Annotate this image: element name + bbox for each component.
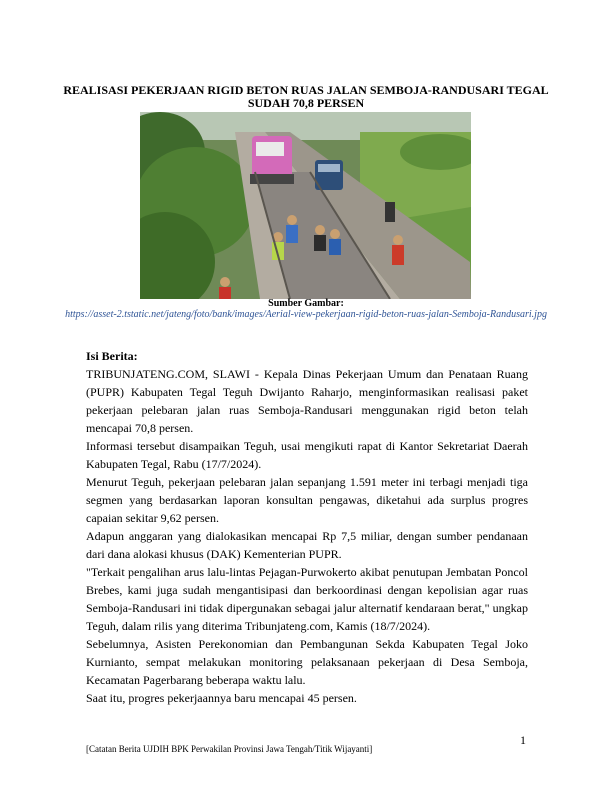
footer-note: [Catatan Berita UJDIH BPK Perwakilan Provinsi Jawa Tengah/Titik Wijayanti]: [86, 744, 373, 754]
news-photo: [140, 112, 471, 299]
document-title: REALISASI PEKERJAAN RIGID BETON RUAS JALAN SEMBOJA-RANDUSARI TEGAL SUDAH 70,8 PERSEN: [63, 83, 549, 110]
paragraph: Sebelumnya, Asisten Perekonomian dan Pembangunan Sekda Kabupaten Tegal Joko Kurnianto, sempat melakukan monitoring pelaksanaan pekerjaan di Desa Semboja, Kecamatan Pagerbarang beberapa waktu lalu.: [86, 637, 528, 687]
paragraph: TRIBUNJATENG.COM, SLAWI - Kepala Dinas Pekerjaan Umum dan Penataan Ruang (PUPR) Kabupaten Tegal Teguh Dwijanto Raharjo, menginformasikan realisasi paket pekerjaan pelebaran jalan ruas Semboja-Randusari menggunakan rigid beton telah mencapai 70,8 persen.: [86, 367, 528, 435]
article-body: [86, 365, 528, 707]
paragraph: Adapun anggaran yang dialokasikan mencapai Rp 7,5 miliar, dengan sumber pendanaan dari dana alokasi khusus (DAK) Kementerian PUPR.: [86, 529, 528, 561]
paragraph: Menurut Teguh, pekerjaan pelebaran jalan sepanjang 1.591 meter ini terbagi menjadi tiga segmen yang berdasarkan laporan konsultan pengawas, diketahui ada surplus progres capaian sekitar 9,62 persen.: [86, 475, 528, 525]
image-source-label: Sumber Gambar:: [268, 298, 344, 309]
page-number: 1: [520, 733, 526, 747]
paragraph: Saat itu, progres pekerjaannya baru mencapai 45 persen.: [86, 691, 357, 705]
isi-berita-label: Isi Berita:: [86, 349, 138, 363]
paragraph: "Terkait pengalihan arus lalu-lintas Pejagan-Purwokerto akibat penutupan Jembatan Poncol Brebes, kami juga sudah mengantisipasi dan berkoordinasi dengan kepolisian agar ruas Semboja-Randusari ini tidak dipergunakan sebagai jalur alternatif kendaraan berat," ungkap Teguh, dalam rilis yang diterima Tribunjateng.com, Kamis (18/7/2024).: [86, 565, 528, 633]
paragraph: Informasi tersebut disampaikan Teguh, usai mengikuti rapat di Kantor Sekretariat Daerah Kabupaten Tegal, Rabu (17/7/2024).: [86, 439, 528, 471]
image-source-url[interactable]: https://asset-2.tstatic.net/jateng/foto/bank/images/Aerial-view-pekerjaan-rigid-beton-ruas-jalan-Semboja-Randusari.jpg: [65, 309, 547, 320]
